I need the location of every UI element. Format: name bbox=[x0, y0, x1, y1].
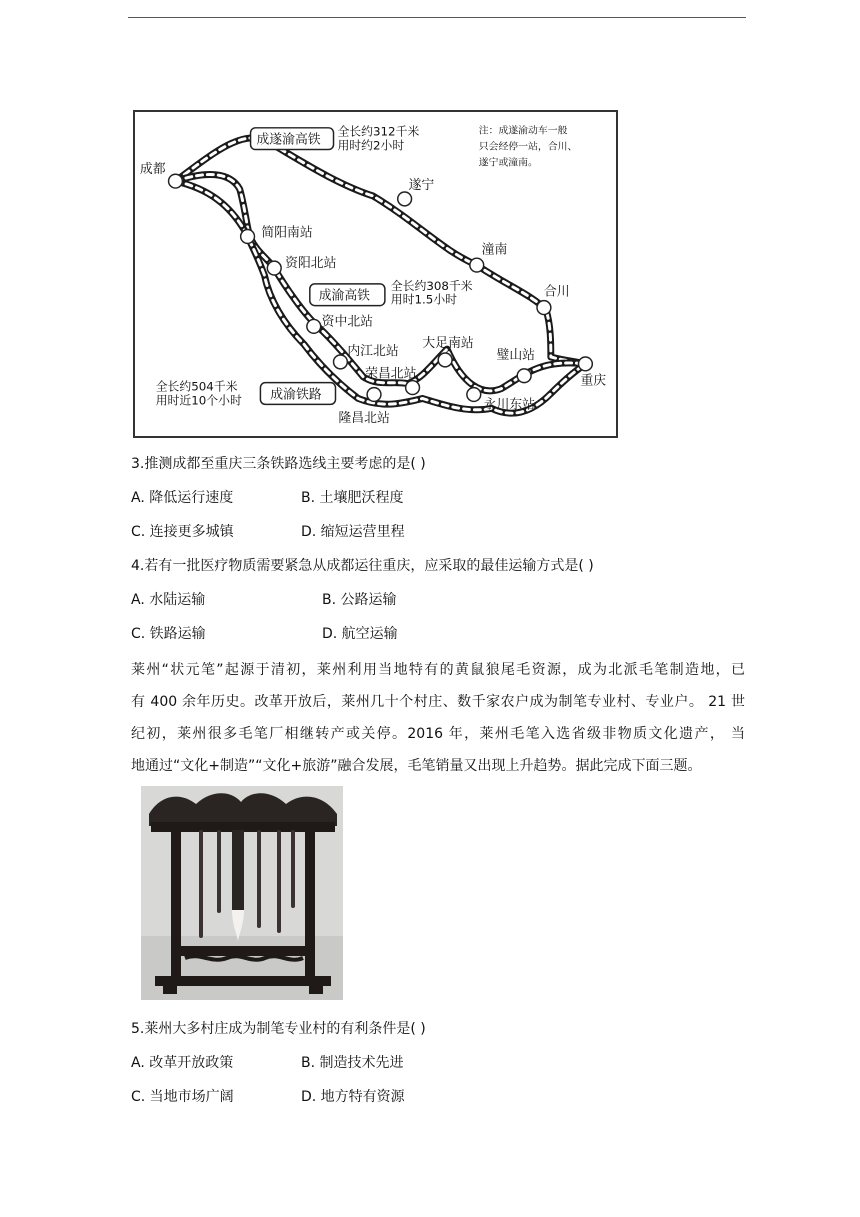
station-neijiang-marker bbox=[334, 355, 348, 369]
q3-option-c: C. 连接更多城镇 bbox=[131, 524, 234, 540]
route-chengyu-rail-name: 成渝铁路 bbox=[270, 387, 322, 403]
q4-stem: 4.若有一批医疗物质需要紧急从成都运往重庆，应采取的最佳运输方式是( ) bbox=[131, 558, 594, 574]
brush-rack-photo bbox=[141, 786, 343, 1000]
header-rule bbox=[128, 17, 746, 18]
route-chengsuiyu-length: 全长约312千米 bbox=[337, 124, 420, 139]
q4-option-b: B. 公路运输 bbox=[322, 592, 397, 608]
q3-stem: 3.推测成都至重庆三条铁路选线主要考虑的是( ) bbox=[131, 456, 426, 472]
station-suining-marker bbox=[398, 192, 412, 206]
station-rongchang-marker bbox=[406, 381, 420, 395]
station-bishan-label: 璧山站 bbox=[496, 347, 535, 363]
passage-line-1: 莱州“状元笔”起源于清初，莱州利用当地特有的黄鼠狼尾毛资源，成为北派毛笔制造地，已 bbox=[131, 662, 745, 678]
station-tongnan-marker bbox=[470, 258, 484, 272]
station-ziyang-marker bbox=[267, 261, 281, 275]
station-yongchuan-marker bbox=[467, 388, 481, 402]
q3-option-b: B. 土壤肥沃程度 bbox=[301, 490, 404, 506]
map-note-line-3: 遂宁或潼南。 bbox=[478, 157, 538, 169]
station-chongqing-marker bbox=[578, 357, 592, 371]
map-note-line-2: 只会经停一站，合川、 bbox=[478, 141, 578, 153]
passage-line-3: 纪初，莱州很多毛笔厂相继转产或关停。2016 年，莱州毛笔入选省级非物质文化遗产， 当 bbox=[131, 726, 745, 742]
station-ziyang-label: 资阳北站 bbox=[285, 256, 337, 272]
railway-map bbox=[133, 110, 618, 438]
station-bishan-marker bbox=[517, 369, 531, 383]
q4-option-d: D. 航空运输 bbox=[322, 626, 398, 642]
station-hechuan-label: 合川 bbox=[543, 284, 570, 300]
station-zizhong-label: 资中北站 bbox=[321, 314, 373, 330]
station-hechuan-marker bbox=[537, 301, 551, 315]
station-suining-label: 遂宁 bbox=[408, 178, 435, 194]
map-note-line-1: 注：成遂渝动车一般 bbox=[478, 125, 568, 137]
route-chengsuiyu-name: 成遂渝高铁 bbox=[256, 132, 321, 148]
route-chengyu-hsr-name: 成渝高铁 bbox=[318, 288, 371, 304]
q5-option-c: C. 当地市场广阔 bbox=[131, 1089, 234, 1105]
station-neijiang-label: 内江北站 bbox=[347, 344, 399, 359]
station-dazu-marker bbox=[438, 353, 452, 367]
q3-option-a: A. 降低运行速度 bbox=[131, 490, 234, 506]
route-chengsuiyu-line bbox=[175, 138, 585, 364]
station-yongchuan-label: 永川东站 bbox=[483, 397, 535, 413]
route-chengyu-hsr-time: 用时1.5小时 bbox=[390, 292, 458, 307]
station-longchang-marker bbox=[367, 388, 381, 402]
passage-line-4: 地通过“文化+制造”“文化+旅游”融合发展，毛笔销量又出现上升趋势。据此完成下面三题。 bbox=[131, 758, 702, 774]
q5-option-a: A. 改革开放政策 bbox=[131, 1055, 234, 1071]
station-longchang-label: 隆昌北站 bbox=[338, 411, 390, 427]
station-zizhong-marker bbox=[307, 319, 321, 333]
station-chengdu-label: 成都 bbox=[139, 162, 166, 178]
station-chengdu-marker bbox=[169, 174, 183, 188]
station-dazu-label: 大足南站 bbox=[422, 336, 474, 352]
q4-option-a: A. 水陆运输 bbox=[131, 592, 206, 608]
route-chengyu-rail-length: 全长约504千米 bbox=[155, 379, 238, 394]
q4-option-c: C. 铁路运输 bbox=[131, 626, 206, 642]
route-chengyu-hsr-length: 全长约308千米 bbox=[390, 278, 473, 293]
station-rongchang-label: 荣昌北站 bbox=[365, 366, 417, 382]
station-jianyang-marker bbox=[241, 230, 255, 244]
q5-option-b: B. 制造技术先进 bbox=[301, 1055, 404, 1071]
route-chengsuiyu-time: 用时约2小时 bbox=[337, 138, 405, 153]
passage bbox=[131, 661, 745, 789]
q5-option-d: D. 地方特有资源 bbox=[301, 1089, 405, 1105]
station-jianyang-label: 简阳南站 bbox=[261, 225, 313, 241]
station-chongqing-label: 重庆 bbox=[580, 373, 607, 389]
q5-stem: 5.莱州大多村庄成为制笔专业村的有利条件是( ) bbox=[131, 1021, 426, 1037]
station-tongnan-label: 潼南 bbox=[481, 242, 508, 258]
route-chengyu-rail-time: 用时近10个小时 bbox=[155, 393, 242, 408]
q3-option-d: D. 缩短运营里程 bbox=[301, 524, 405, 540]
passage-line-2: 有 400 余年历史。改革开放后，莱州几十个村庄、数千家农户成为制笔专业村、专业户。 21 世 bbox=[131, 694, 745, 710]
